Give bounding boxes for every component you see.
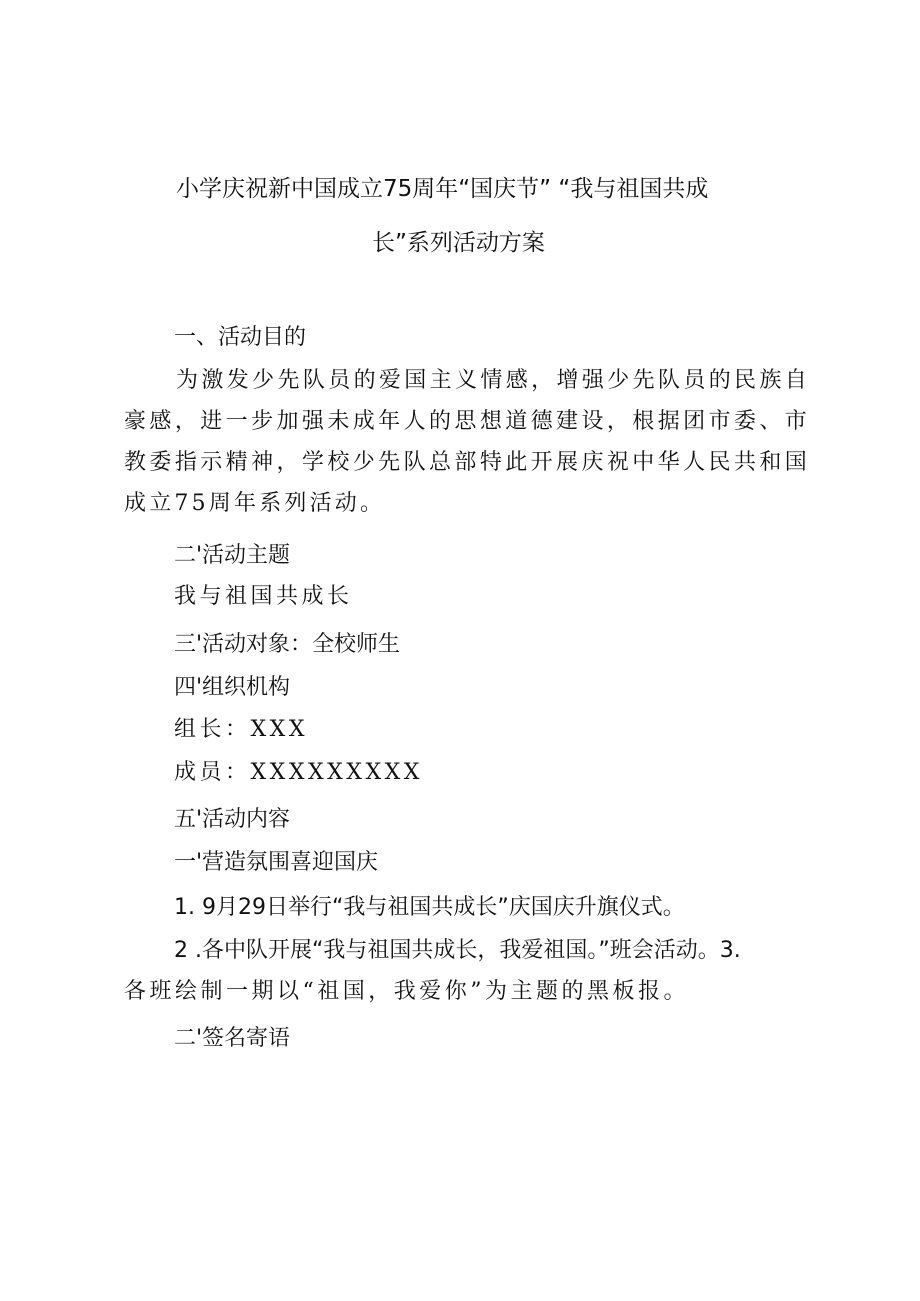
section-2-heading: 二'活动主题 bbox=[174, 543, 291, 568]
document-title-line-2: 长”系列活动方案 bbox=[372, 230, 545, 256]
subsection-1-heading: 一'营造氛围喜迎国庆 bbox=[174, 850, 379, 875]
leader-line: 组长：XXX bbox=[174, 717, 308, 742]
section-4-heading: 四'组织机构 bbox=[174, 675, 291, 700]
members-line: 成员：XXXXXXXXX bbox=[174, 760, 423, 785]
activity-item-2-line-1: 2 .各中队开展“我与祖国共成长，我爱祖国。”班会活动。3. bbox=[174, 938, 741, 963]
section-3-heading: 三'活动对象：全校师生 bbox=[174, 632, 401, 657]
activity-item-2-line-2: 各班绘制一期以“祖国，我爱你”为主题的黑板报。 bbox=[124, 979, 689, 1004]
section-1-paragraph: 为激发少先队员的爱国主义情感，增强少先队员的民族自豪感，进一步加强未成年人的思想道德建设，根据团市委、市教委指示精神，学校少先队总部特此开展庆祝中华人民共和国成立75周年系列活动。 bbox=[124, 368, 810, 516]
section-5-heading: 五'活动内容 bbox=[174, 807, 291, 832]
document-title-line-1: 小学庆祝新中国成立75周年“国庆节” “我与祖国共成 bbox=[176, 176, 709, 202]
subsection-2-heading: 二'签名寄语 bbox=[174, 1026, 291, 1051]
section-2-text: 我与祖国共成长 bbox=[174, 584, 353, 609]
section-1-heading: 一、活动目的 bbox=[174, 325, 307, 350]
activity-item-1: 1. 9月29日举行“我与祖国共成长”庆国庆升旗仪式。 bbox=[174, 895, 685, 920]
